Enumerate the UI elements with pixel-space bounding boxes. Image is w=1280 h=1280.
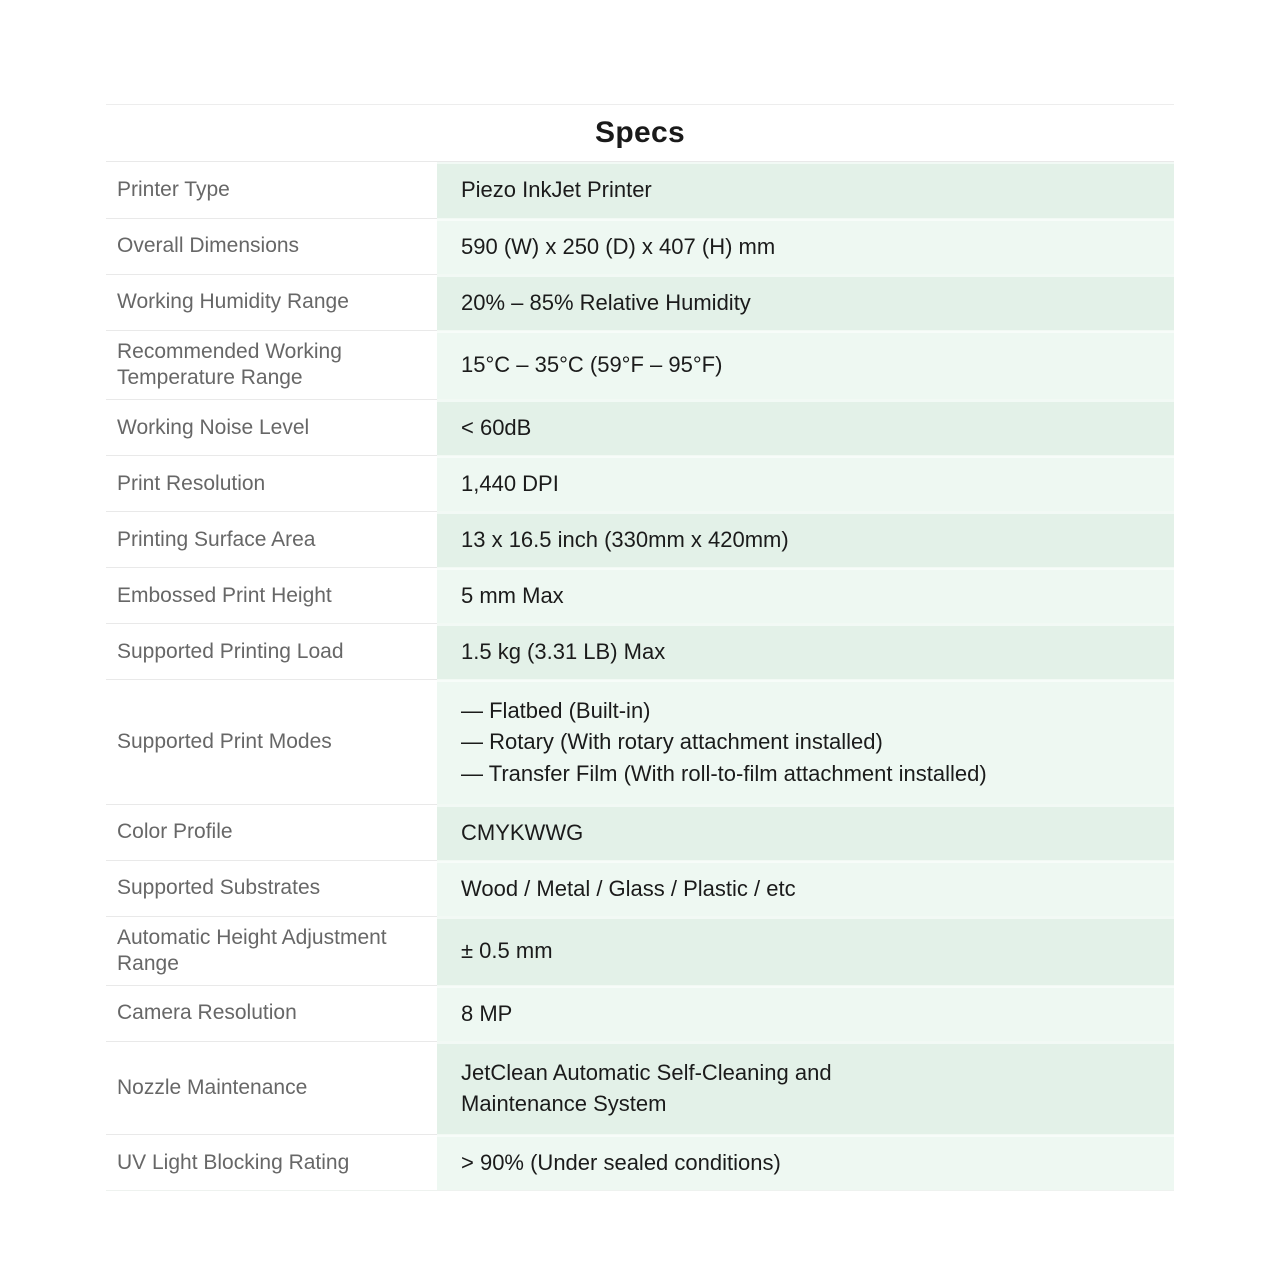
spec-label-text: UV Light Blocking Rating [117,1150,350,1174]
table-row [106,567,1174,623]
spec-label [106,804,437,860]
spec-label [106,623,437,679]
spec-label [106,455,437,511]
spec-label-text: Printer Type [117,177,230,201]
table-row [106,804,1174,860]
spec-label-text: Supported Substrates [117,876,321,900]
spec-label [106,330,437,399]
spec-value-line: — Rotary (With rotary attachment installed) [461,729,883,755]
spec-label-text: Color Profile [117,820,233,844]
spec-label-text: Working Noise Level [117,415,310,439]
spec-value [437,1041,1174,1134]
spec-value-line: > 90% (Under sealed conditions) [461,1150,781,1176]
spec-label [106,162,437,218]
table-row [106,1134,1174,1190]
spec-label [106,218,437,274]
spec-value-line: 590 (W) x 250 (D) x 407 (H) mm [461,233,776,259]
spec-value [437,985,1174,1041]
spec-label [106,860,437,916]
table-row [106,916,1174,985]
spec-label-text: Recommended Working Temperature Range [117,340,342,390]
spec-value [437,399,1174,455]
spec-label [106,567,437,623]
spec-label [106,1134,437,1190]
spec-label-text: Supported Print Modes [117,729,332,753]
table-row [106,679,1174,804]
spec-value-line: Maintenance System [461,1091,667,1117]
spec-label [106,1041,437,1134]
spec-label-text: Supported Printing Load [117,639,344,663]
spec-label [106,274,437,330]
spec-value [437,916,1174,985]
spec-label [106,985,437,1041]
table-row [106,455,1174,511]
spec-value-line: CMYKWWG [461,819,584,845]
table-row [106,162,1174,218]
table-row [106,274,1174,330]
spec-value [437,623,1174,679]
spec-label-text: Automatic Height Adjustment Range [117,925,387,975]
page-title: Specs [595,116,685,149]
table-row [106,1041,1174,1134]
spec-value [437,1134,1174,1190]
spec-value-line: Wood / Metal / Glass / Plastic / etc [461,875,796,901]
spec-value [437,511,1174,567]
spec-label [106,511,437,567]
spec-sheet [106,104,1174,1191]
spec-value [437,860,1174,916]
spec-label-text: Printing Surface Area [117,527,316,551]
table-row [106,985,1174,1041]
spec-value-line: 1,440 DPI [461,470,559,496]
table-row [106,860,1174,916]
spec-value [437,679,1174,804]
spec-label [106,399,437,455]
spec-value-line: < 60dB [461,414,532,440]
table-row [106,399,1174,455]
spec-label-text: Nozzle Maintenance [117,1076,308,1100]
spec-value-line: 13 x 16.5 inch (330mm x 420mm) [461,526,789,552]
spec-value-line: 15°C – 35°C (59°F – 95°F) [461,352,723,378]
spec-value [437,804,1174,860]
spec-value [437,567,1174,623]
spec-label [106,679,437,804]
spec-value-line: ± 0.5 mm [461,938,553,964]
spec-value-line: 1.5 kg (3.31 LB) Max [461,638,666,664]
spec-label-text: Print Resolution [117,471,266,495]
spec-value-line: 8 MP [461,1000,513,1026]
table-row [106,218,1174,274]
spec-label-text: Overall Dimensions [117,234,300,258]
spec-value [437,455,1174,511]
table-row [106,330,1174,399]
spec-value-line: Piezo InkJet Printer [461,177,652,203]
spec-value-line: JetClean Automatic Self-Cleaning and [461,1059,832,1085]
spec-value-line: 20% – 85% Relative Humidity [461,289,751,315]
spec-table [106,161,1174,1191]
spec-label-text: Embossed Print Height [117,583,332,607]
table-row [106,623,1174,679]
spec-value-line: — Transfer Film (With roll-to-film attachment installed) [461,760,987,786]
spec-value [437,162,1174,218]
spec-value [437,330,1174,399]
spec-value [437,274,1174,330]
title-band [106,104,1174,161]
spec-label [106,916,437,985]
spec-label-text: Working Humidity Range [117,290,349,314]
spec-value-line: 5 mm Max [461,582,564,608]
spec-value-line: — Flatbed (Built-in) [461,698,651,724]
table-row [106,511,1174,567]
spec-label-text: Camera Resolution [117,1001,297,1025]
spec-value [437,218,1174,274]
